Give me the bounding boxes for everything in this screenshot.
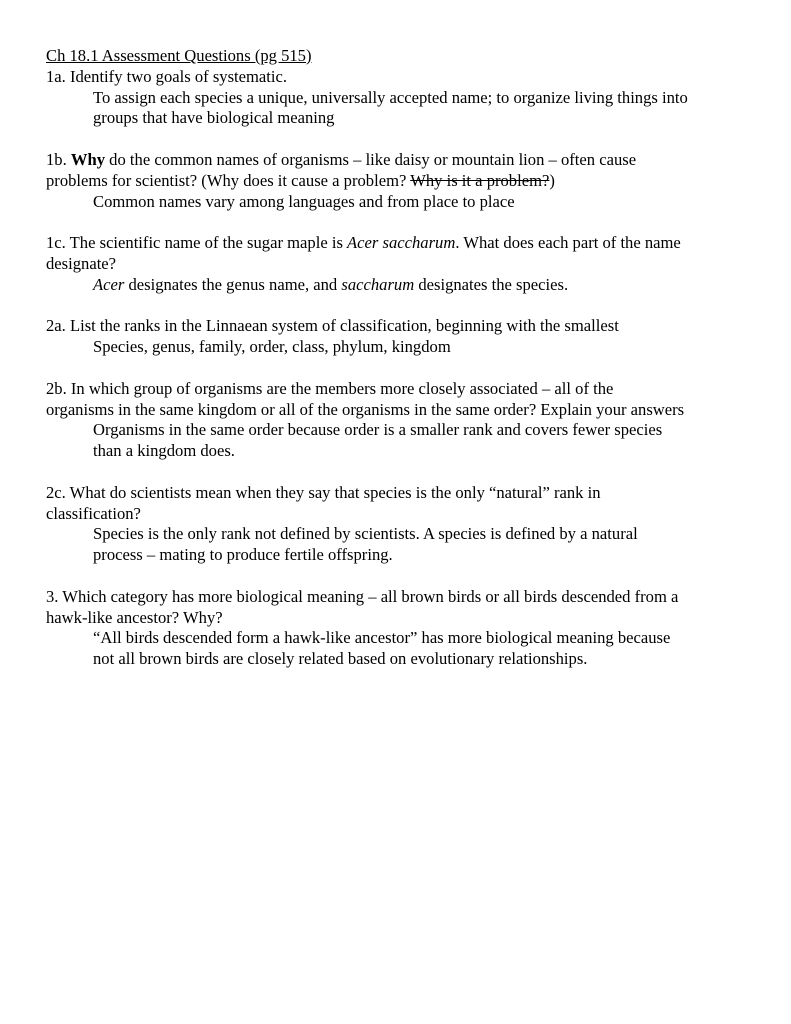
question-1b-prefix: 1b. <box>46 149 71 169</box>
question-2a: 2a. List the ranks in the Linnaean system of classification, beginning with the smallest <box>46 316 619 336</box>
spacer <box>46 129 756 150</box>
question-1b-bold-word: Why <box>70 149 106 169</box>
answer-1c-end: designates the species. <box>414 274 569 294</box>
question-2c-line-1: 2c. What do scientists mean when they say that species is the only “natural” rank in <box>46 482 601 502</box>
question-2b-line-1: 2b. In which group of organisms are the members more closely associated – all of the <box>46 378 614 398</box>
question-1c-species-name: Acer saccharum <box>347 233 456 253</box>
question-2c-line-2: classification? <box>46 503 141 523</box>
question-1b-line-2-end: ) <box>549 170 555 190</box>
answer-1c-mid: designates the genus name, and <box>124 274 342 294</box>
answer-1c-genus: Acer <box>93 274 125 294</box>
question-1b-line-1 <box>46 150 756 171</box>
spacer <box>46 462 756 483</box>
question-1c-line-1 <box>46 233 756 254</box>
answer-2b-line-1: Organisms in the same order because order is a smaller rank and covers fewer species <box>93 420 663 440</box>
document-page <box>46 46 756 670</box>
answer-1a-line-2: groups that have biological meaning <box>93 108 335 128</box>
answer-2b-line-2: than a kingdom does. <box>93 441 235 461</box>
answer-2c-line-2: process – mating to produce fertile offspring. <box>93 545 393 565</box>
question-1c-start: 1c. The scientific name of the sugar maple is <box>46 233 348 253</box>
answer-1a-line-1: To assign each species a unique, universally accepted name; to organize living things into <box>93 87 688 107</box>
question-1a: 1a. Identify two goals of systematic. <box>46 66 288 86</box>
answer-3-line-2: not all brown birds are closely related based on evolutionary relationships. <box>93 649 588 669</box>
question-3-line-2: hawk-like ancestor? Why? <box>46 607 223 627</box>
spacer <box>46 566 756 587</box>
answer-1c <box>46 275 756 296</box>
answer-1c-species: saccharum <box>341 274 415 294</box>
page-title: Ch 18.1 Assessment Questions (pg 515) <box>46 46 312 65</box>
spacer <box>46 358 756 379</box>
question-1b-struck-text: Why is it a problem? <box>410 170 550 190</box>
question-1c-end: . What does each part of the name <box>455 233 681 253</box>
answer-2c-line-1: Species is the only rank not defined by scientists. A species is defined by a natural <box>93 524 638 544</box>
answer-3-line-1: “All birds descended form a hawk-like ancestor” has more biological meaning because <box>93 628 671 648</box>
answer-2a: Species, genus, family, order, class, phylum, kingdom <box>93 337 451 357</box>
question-1c-line-2: designate? <box>46 253 117 273</box>
question-3-line-1: 3. Which category has more biological meaning – all brown birds or all birds descended from a <box>46 586 679 606</box>
question-1b-rest: do the common names of organisms – like daisy or mountain lion – often cause <box>105 149 637 169</box>
question-2b-line-2: organisms in the same kingdom or all of the organisms in the same order? Explain your answers <box>46 399 685 419</box>
question-1b-line-2 <box>46 171 756 192</box>
spacer <box>46 296 756 317</box>
spacer <box>46 212 756 233</box>
answer-1b: Common names vary among languages and from place to place <box>93 191 515 211</box>
question-1b-line-2-start: problems for scientist? (Why does it cause a problem? <box>46 170 411 190</box>
